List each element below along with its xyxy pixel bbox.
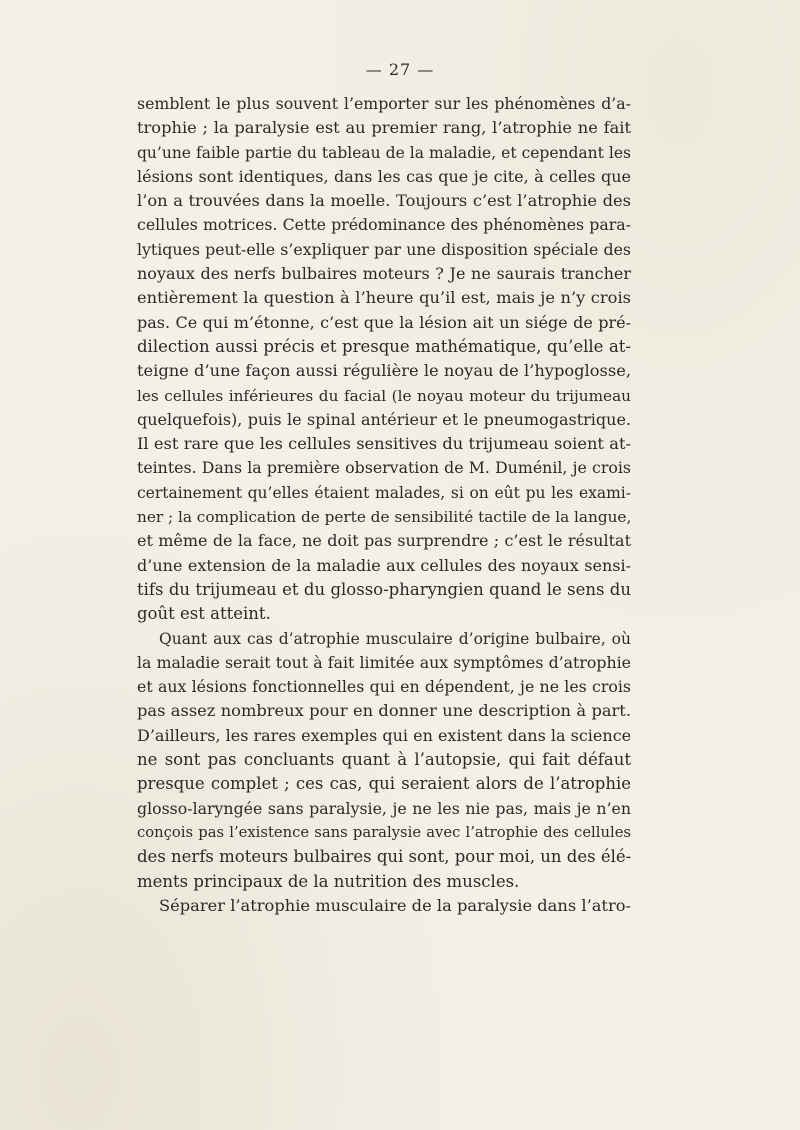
text-line: ments principaux de la nutrition des muscles. bbox=[137, 871, 520, 891]
text-line: ne sont pas concluants quant à l’autopsie, qui fait défaut bbox=[137, 750, 631, 770]
text-line: glosso-laryngée sans paralysie, je ne les nie pas, mais je n’en bbox=[137, 798, 631, 818]
text-line: ner ; la complication de perte de sensibilité tactile de la langue, bbox=[137, 508, 632, 527]
text-line: certainement qu’elles étaient malades, si on eût pu les exami- bbox=[137, 483, 631, 502]
body-text bbox=[137, 92, 631, 918]
text-line: conçois pas l’existence sans paralysie avec l’atrophie des cellules bbox=[137, 823, 631, 841]
text-line: l’on a trouvées dans la moelle. Toujours c’est l’atrophie des bbox=[137, 191, 631, 211]
text-line: et même de la face, ne doit pas surprendre ; c’est le résultat bbox=[137, 531, 631, 551]
page-number: — 27 — bbox=[365, 60, 435, 79]
text-line: teigne d’une façon aussi régulière le noyau de l’hypoglosse, bbox=[137, 361, 631, 381]
text-line: lytiques peut-elle s’expliquer par une disposition spéciale des bbox=[137, 239, 631, 259]
text-line: D’ailleurs, les rares exemples qui en existent dans la science bbox=[137, 725, 632, 745]
text-line: quelquefois), puis le spinal antérieur et le pneumogastrique. bbox=[137, 409, 631, 429]
text-line: qu’une faible partie du tableau de la maladie, et cependant les bbox=[137, 143, 631, 162]
text-line: d’une extension de la maladie aux cellules des noyaux sensi- bbox=[137, 555, 631, 575]
text-line: goût est atteint. bbox=[137, 604, 271, 624]
text-line: cellules motrices. Cette prédominance des phénomènes para- bbox=[137, 215, 631, 235]
text-line: semblent le plus souvent l’emporter sur les phénomènes d’a- bbox=[137, 94, 631, 113]
text-line: dilection aussi précis et presque mathématique, qu’elle at- bbox=[137, 336, 631, 356]
text-line: des nerfs moteurs bulbaires qui sont, pour moi, un des élé- bbox=[137, 847, 632, 867]
text-line: et aux lésions fonctionnelles qui en dépendent, je ne les crois bbox=[137, 677, 631, 697]
text-line: teintes. Dans la première observation de M. Duménil, je crois bbox=[137, 458, 631, 478]
text-line: entièrement la question à l’heure qu’il est, mais je n’y crois bbox=[137, 288, 631, 308]
text-line: noyaux des nerfs bulbaires moteurs ? Je ne saurais trancher bbox=[137, 264, 631, 284]
text-line: Séparer l’atrophie musculaire de la paralysie dans l’atro- bbox=[159, 895, 631, 915]
text-line: Quant aux cas d’atrophie musculaire d’origine bulbaire, où bbox=[159, 629, 631, 648]
text-line: la maladie serait tout à fait limitée aux symptômes d’atrophie bbox=[137, 652, 631, 672]
text-line: Il est rare que les cellules sensitives du trijumeau soient at- bbox=[137, 434, 631, 454]
text-line: pas assez nombreux pour en donner une description à part. bbox=[137, 701, 631, 721]
text-line: pas. Ce qui m’étonne, c’est que la lésion ait un siége de pré- bbox=[137, 312, 631, 332]
text-line: presque complet ; ces cas, qui seraient alors de l’atrophie bbox=[137, 774, 631, 794]
text-line: les cellules inférieures du facial (le noyau moteur du trijumeau bbox=[137, 386, 631, 405]
text-line: trophie ; la paralysie est au premier rang, l’atrophie ne fait bbox=[137, 118, 631, 138]
text-line: tifs du trijumeau et du glosso-pharyngien quand le sens du bbox=[137, 579, 631, 599]
text-line: lésions sont identiques, dans les cas que je cite, à celles que bbox=[137, 166, 631, 186]
